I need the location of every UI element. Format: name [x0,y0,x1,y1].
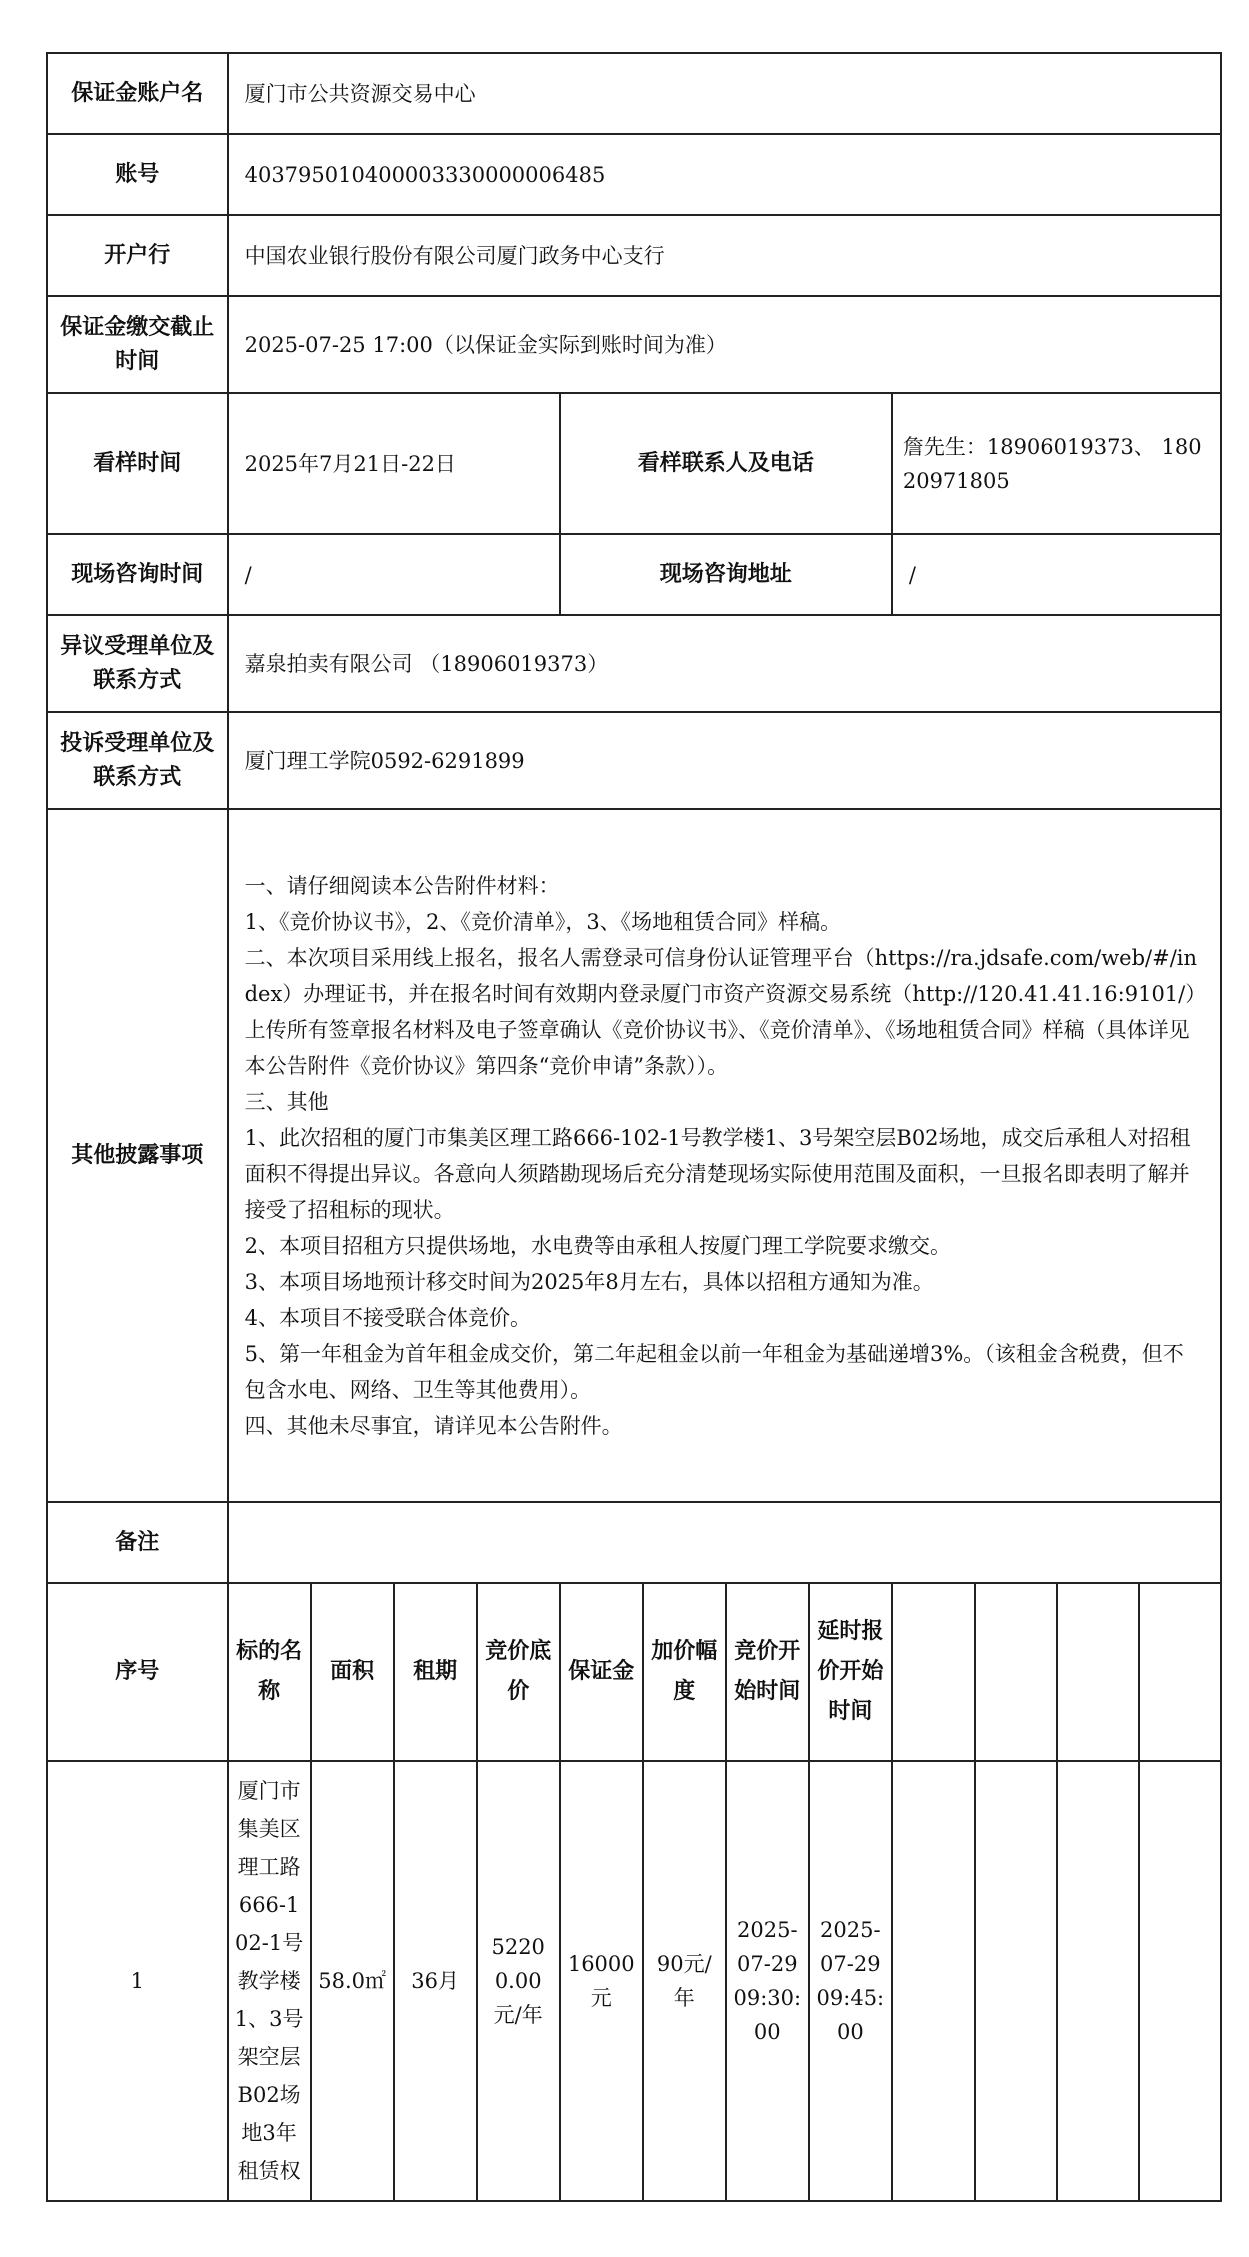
lot-no: 1 [47,1761,228,2201]
lot-name: 厦门市集美区理工路666-102-1号教学楼1、3号架空层B02场地3年租赁权 [228,1761,311,2201]
lot-header-area: 面积 [311,1583,394,1761]
lot-header-name: 标的名称 [228,1583,311,1761]
complaint-value: 厦门理工学院0592-6291899 [228,712,1221,809]
disclosure-paragraph: 3、本项目场地预计移交时间为2025年8月左右，具体以招租方通知为准。 [244,1269,934,1294]
remark-label: 备注 [47,1502,228,1583]
disclosure-label: 其他披露事项 [47,809,228,1502]
empty-cell [975,1761,1057,2201]
bank-label: 开户行 [47,215,228,296]
lot-header-no: 序号 [47,1583,228,1761]
objection-label: 异议受理单位及联系方式 [47,615,228,712]
empty-cell [892,1761,975,2201]
lot-reserve-price: 52200.00元/年 [477,1761,560,2201]
lot-header-extend: 延时报价开始时间 [809,1583,892,1761]
auction-info-table [46,52,1222,2202]
empty-cell [892,1583,975,1761]
onsite-time-label: 现场咨询时间 [47,534,228,615]
account-no-value: 403795010400003330000006485 [228,134,1221,215]
account-name-label: 保证金账户名 [47,53,228,134]
empty-cell [1139,1583,1221,1761]
empty-cell [1139,1761,1221,2201]
disclosure-content [228,809,1221,1502]
complaint-label: 投诉受理单位及联系方式 [47,712,228,809]
empty-cell [1057,1583,1139,1761]
lot-header-reserve: 竞价底价 [477,1583,560,1761]
disclosure-paragraph: 4、本项目不接受联合体竞价。 [244,1305,531,1330]
onsite-time-value: / [228,534,560,615]
account-no-label: 账号 [47,134,228,215]
disclosure-paragraph: 一、请仔细阅读本公告附件材料： [244,873,560,898]
lot-header-start: 竞价开始时间 [726,1583,809,1761]
disclosure-paragraph: 二、本次项目采用线上报名，报名人需登录可信身份认证管理平台（https://ra.jdsafe.com/web/#/index）办理证书，并在报名时间有效期内登录厦门市资产资源交易系统（http://120.41.41.16:9101/）上传所有签章报名材料及电子签章确认《竞价协议书》、《竞价清单》、《场地租赁合同》样稿（具体详见本公告附件《竞价协议》第四条“竞价申请”条款））。 [244,945,1198,1078]
lot-deposit: 16000元 [560,1761,643,2201]
empty-cell [1057,1761,1139,2201]
deadline-value: 2025-07-25 17:00（以保证金实际到账时间为准） [228,296,1221,393]
lot-area: 58.0㎡ [311,1761,394,2201]
disclosure-paragraph: 1、此次招租的厦门市集美区理工路666-102-1号教学楼1、3号架空层B02场地，成交后承租人对招租面积不得提出异议。各意向人须踏勘现场后充分清楚现场实际使用范围及面积，一旦报名即表明了解并接受了招租标的现状。 [244,1125,1191,1222]
disclosure-paragraph: 四、其他未尽事宜，请详见本公告附件。 [244,1413,623,1438]
viewing-contact-label: 看样联系人及电话 [560,393,892,534]
lot-start-time: 2025-07-29 09:30:00 [726,1761,809,2201]
disclosure-paragraph: 2、本项目招租方只提供场地，水电费等由承租人按厦门理工学院要求缴交。 [244,1233,951,1258]
viewing-time-value: 2025年7月21日-22日 [228,393,560,534]
account-name-value: 厦门市公共资源交易中心 [228,53,1221,134]
lot-header-term: 租期 [394,1583,477,1761]
lot-header-deposit: 保证金 [560,1583,643,1761]
deadline-label: 保证金缴交截止时间 [47,296,228,393]
bank-value: 中国农业银行股份有限公司厦门政务中心支行 [228,215,1221,296]
disclosure-paragraph: 三、其他 [244,1089,329,1114]
viewing-time-label: 看样时间 [47,393,228,534]
onsite-address-value: / [892,534,1221,615]
lot-extend-time: 2025-07-29 09:45:00 [809,1761,892,2201]
objection-value: 嘉泉拍卖有限公司 （18906019373） [228,615,1221,712]
onsite-address-label: 现场咨询地址 [560,534,892,615]
viewing-contact-value: 詹先生：18906019373、 18020971805 [892,393,1221,534]
disclosure-paragraph: 1、《竞价协议书》，2、《竞价清单》，3、《场地租赁合同》样稿。 [244,909,842,934]
disclosure-paragraph: 5、第一年租金为首年租金成交价，第二年起租金以前一年租金为基础递增3%。（该租金含税费，但不包含水电、网络、卫生等其他费用）。 [244,1341,1184,1402]
lot-header-increment: 加价幅度 [643,1583,726,1761]
lot-increment: 90元/年 [643,1761,726,2201]
remark-value [228,1502,1221,1583]
empty-cell [975,1583,1057,1761]
lot-term: 36月 [394,1761,477,2201]
